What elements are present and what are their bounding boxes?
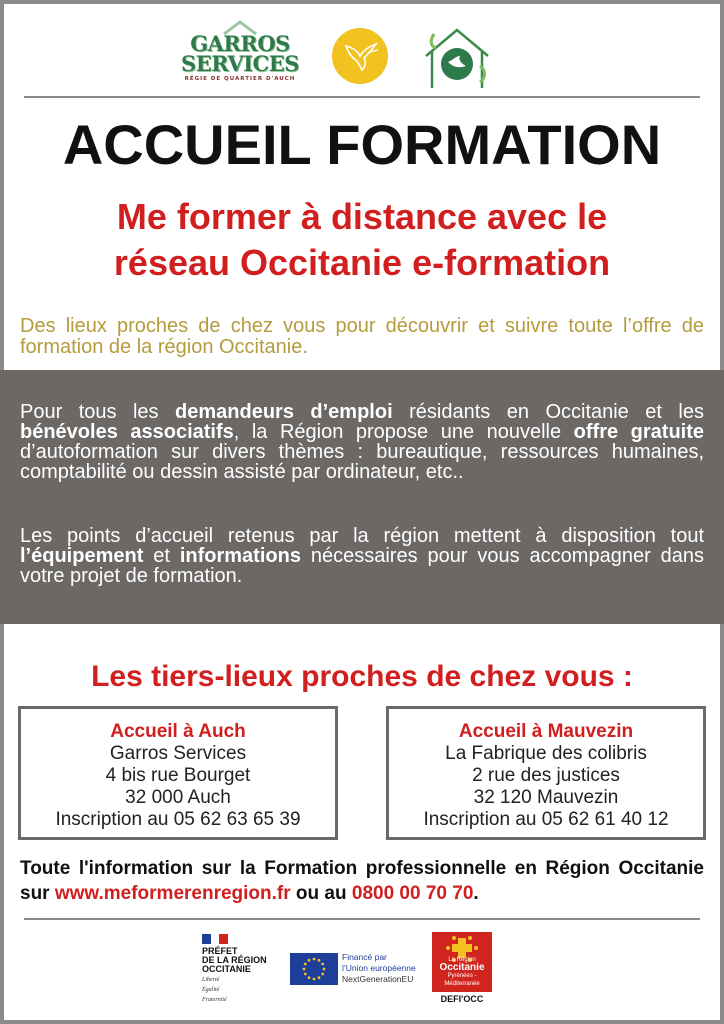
- fabrique-colibris-house-logo: [420, 26, 494, 90]
- colibri-bird-logo: [332, 28, 388, 84]
- intro-text: Des lieux proches de chez vous pour découvrir et suivre toute l’offre de formation de la région Occitanie.: [20, 315, 704, 358]
- roof-icon: [222, 20, 258, 36]
- motto-liberte: Liberté: [202, 977, 220, 983]
- location-card-auch: [18, 706, 338, 840]
- page-title: ACCUEIL FORMATION: [62, 113, 662, 176]
- prefet-line1: PRÉFET: [202, 946, 238, 956]
- prefet-line3: OCCITANIE: [202, 964, 251, 974]
- info-band: [0, 370, 724, 624]
- occ-line1: La Région: [448, 957, 476, 963]
- location-heading: Accueil à Auch: [110, 721, 246, 742]
- location-street: 4 bis rue Bourget: [105, 765, 251, 786]
- logo-row: [0, 24, 724, 92]
- subtitle-line2: réseau Occitanie e-formation: [113, 242, 611, 283]
- location-phone: Inscription au 05 62 61 40 12: [423, 809, 669, 830]
- occ-line3: Pyrénées - Méditerranée: [444, 973, 480, 987]
- location-name: Garros Services: [109, 743, 247, 764]
- garros-logo-line1: GARROS: [190, 31, 290, 56]
- location-card-mauvezin: [386, 706, 706, 840]
- garros-logo-line2: SERVICES: [181, 51, 299, 76]
- motto-egalite: Égalité: [202, 987, 220, 993]
- subtitle-line1: Me former à distance avec le: [116, 196, 608, 237]
- location-heading: Accueil à Mauvezin: [458, 721, 634, 742]
- garros-services-logo: [180, 31, 300, 88]
- eu-flag-icon: [290, 953, 338, 985]
- sponsor-logos: [0, 930, 724, 1010]
- hotline-phone: 0800 00 70 70: [351, 883, 474, 904]
- location-street: 2 rue des justices: [472, 765, 620, 786]
- motto-fraternite: Fraternité: [202, 997, 227, 1003]
- location-city: 32 120 Mauvezin: [473, 787, 619, 808]
- info-paragraph-1: Pour tous les demandeurs d’emploi résidants en Occitanie et les bénévoles associatifs, la Région propose une nouvelle offre gratuite d’autoformation sur divers thèmes : bureautique, ressources humaines, comptabilité ou dessin assisté par ordinateur, etc..: [20, 401, 704, 483]
- french-flag-icon: [202, 934, 228, 944]
- defi-occ-label: DEFI'OCC: [440, 994, 484, 1004]
- eu-line2: l’Union européenne: [342, 963, 416, 973]
- website-link[interactable]: www.meformerenregion.fr: [54, 883, 291, 904]
- prefet-line2: DE LA RÉGION: [202, 955, 267, 965]
- occ-line2: Occitanie: [439, 962, 485, 973]
- garros-logo-tagline: RÉGIE DE QUARTIER D'AUCH: [184, 76, 296, 82]
- eu-line1: Financé par: [342, 952, 387, 962]
- prefet-occitanie-logo: [202, 934, 282, 1004]
- info-paragraph-2: Les points d’accueil retenus par la région mettent à disposition tout l’équipement et informations nécessaires pour vous accompagner dans votre projet de formation.: [20, 525, 705, 587]
- eu-funding-logo: [290, 952, 416, 985]
- divider-bottom: [24, 918, 700, 920]
- region-occitanie-logo: [432, 932, 492, 1004]
- divider-top: [24, 96, 700, 98]
- tiers-lieux-heading: Les tiers-lieux proches de chez vous :: [91, 660, 633, 693]
- location-phone: Inscription au 05 62 63 65 39: [55, 809, 301, 830]
- eu-line3: NextGenerationEU: [342, 974, 414, 984]
- page-subtitle: [0, 194, 724, 286]
- location-name: La Fabrique des colibris: [445, 743, 647, 764]
- location-city: 32 000 Auch: [125, 787, 231, 808]
- footer-info-text: Toute l'information sur la Formation professionnelle en Région Occitanie sur www.meformerenregion.fr ou au 0800 00 70 70.: [20, 858, 704, 904]
- hummingbird-icon: [340, 38, 380, 74]
